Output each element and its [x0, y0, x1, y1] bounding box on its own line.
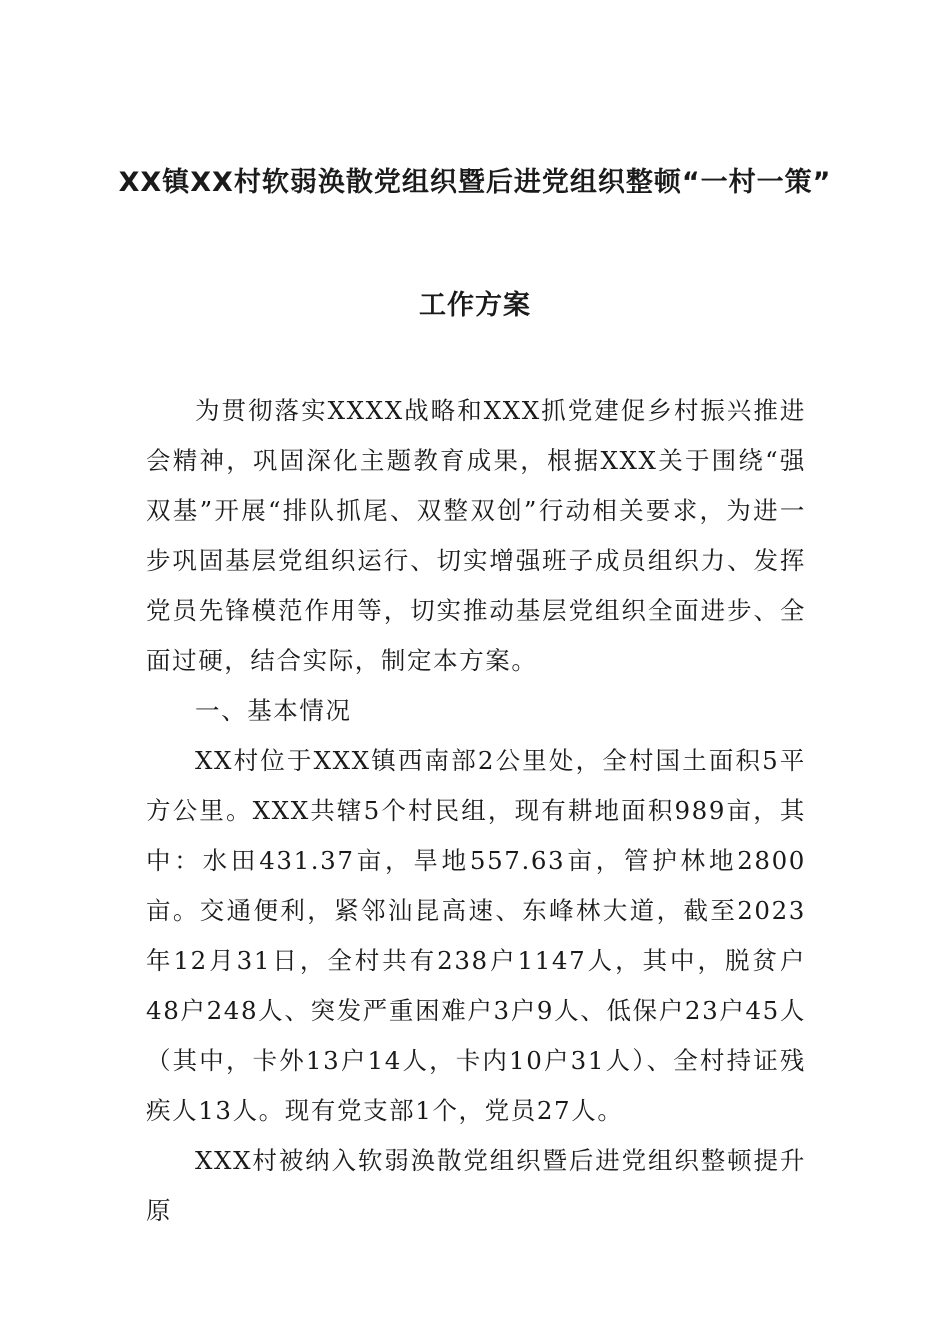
paragraph-intro: 为贯彻落实XXXX战略和XXX抓党建促乡村振兴推进会精神，巩固深化主题教育成果，根据XXX关于围绕“强双基”开展“排队抓尾、双整双创”行动相关要求，为进一步巩固基层党组织运行、切实增强班子成员组织力、发挥党员先锋模范作用等，切实推动基层党组织全面进步、全面过硬，结合实际，制定本方案。 — [146, 396, 806, 675]
paragraph-rectification-start: XXX村被纳入软弱涣散党组织暨后进党组织整顿提升原 — [146, 1146, 806, 1225]
document-title-line-1: XX镇XX村软弱涣散党组织暨后进党组织整顿“一村一策” — [118, 167, 832, 198]
document-body — [146, 386, 806, 1236]
section-heading-basic-situation: 一、基本情况 — [195, 696, 352, 725]
paragraph-basic-situation: XX村位于XXX镇西南部2公里处，全村国土面积5平方公里。XXX共辖5个村民组，现有耕地面积989亩，其中：水田431.37亩，旱地557.63亩，管护林地2800亩。交通便利，紧邻汕昆高速、东峰林大道，截至2023年12月31日，全村共有238户1147人，其中，脱贫户48户248人、突发严重困难户3户9人、低保户23户45人（其中，卡外13户14人，卡内10户31人）、全村持证残疾人13人。现有党支部1个，党员27人。 — [146, 746, 806, 1125]
document-title-line-2: 工作方案 — [419, 290, 531, 321]
